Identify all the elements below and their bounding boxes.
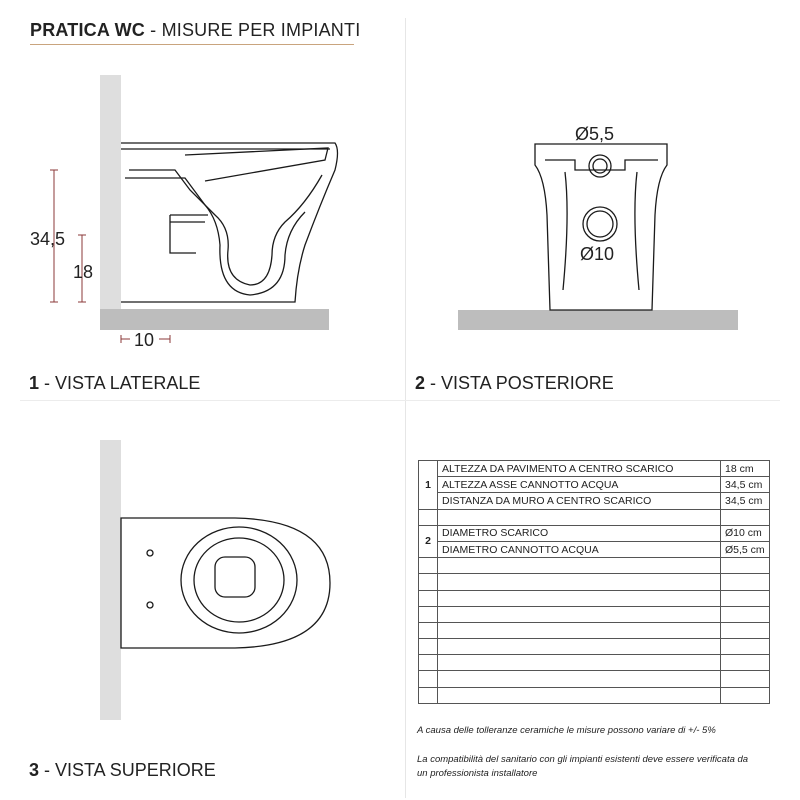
table-row — [419, 509, 770, 525]
spec-description: DISTANZA DA MURO A CENTRO SCARICO — [438, 493, 721, 509]
group-number — [419, 622, 438, 638]
table-row — [419, 525, 770, 541]
spec-description — [438, 639, 721, 655]
table-row — [419, 477, 770, 493]
spec-value — [721, 509, 770, 525]
spec-value — [721, 671, 770, 687]
group-number: 1 — [419, 461, 438, 510]
table-row — [419, 590, 770, 606]
group-number — [419, 606, 438, 622]
spec-description — [438, 558, 721, 574]
table-row — [419, 671, 770, 687]
table-row — [419, 655, 770, 671]
spec-description: ALTEZZA ASSE CANNOTTO ACQUA — [438, 477, 721, 493]
spec-description — [438, 509, 721, 525]
wall-top — [100, 440, 121, 720]
spec-value — [721, 590, 770, 606]
spec-value: 34,5 cm — [721, 477, 770, 493]
caption-rear-view: 2 - VISTA POSTERIORE — [415, 373, 614, 393]
spec-description: DIAMETRO CANNOTTO ACQUA — [438, 541, 721, 557]
table-row — [419, 606, 770, 622]
spec-value — [721, 639, 770, 655]
table-row — [419, 687, 770, 703]
spec-table — [418, 460, 770, 704]
table-row — [419, 558, 770, 574]
dim-drain-diameter: Ø10 — [580, 244, 615, 264]
spec-value: 34,5 cm — [721, 493, 770, 509]
group-number — [419, 639, 438, 655]
group-number — [419, 671, 438, 687]
caption-side-view: 1 - VISTA LATERALE — [29, 373, 201, 393]
spec-description — [438, 606, 721, 622]
group-number — [419, 558, 438, 574]
compatibility-note-line1: La compatibilità del sanitario con gli impianti esistenti deve essere verificata da — [417, 754, 749, 765]
dim-height-drain: 18 — [73, 262, 94, 282]
spec-value — [721, 558, 770, 574]
table-row — [419, 622, 770, 638]
table-row — [419, 574, 770, 590]
spec-value — [721, 606, 770, 622]
table-row — [419, 461, 770, 477]
title-subtitle: - MISURE PER IMPIANTI — [144, 20, 361, 40]
table-row — [419, 493, 770, 509]
toilet-top-outline — [121, 518, 330, 648]
spec-description — [438, 671, 721, 687]
spec-description: DIAMETRO SCARICO — [438, 525, 721, 541]
spec-description: ALTEZZA DA PAVIMENTO A CENTRO SCARICO — [438, 461, 721, 477]
spec-description — [438, 574, 721, 590]
spec-value: Ø10 cm — [721, 525, 770, 541]
spec-value: 18 cm — [721, 461, 770, 477]
spec-description — [438, 590, 721, 606]
caption-top-view: 3 - VISTA SUPERIORE — [29, 760, 216, 780]
dim-wall-distance: 10 — [134, 330, 155, 350]
spec-description — [438, 622, 721, 638]
table-row — [419, 541, 770, 557]
group-number — [419, 590, 438, 606]
spec-value: Ø5,5 cm — [721, 541, 770, 557]
product-name: PRATICA WC — [30, 20, 145, 40]
compatibility-note-line2: un professionista installatore — [417, 768, 538, 779]
group-number — [419, 687, 438, 703]
group-number — [419, 574, 438, 590]
group-number — [419, 509, 438, 525]
spec-value — [721, 622, 770, 638]
tolerance-note: A causa delle tolleranze ceramiche le misure possono variare di +/- 5% — [417, 725, 716, 736]
spec-description — [438, 687, 721, 703]
spec-value — [721, 655, 770, 671]
spec-value — [721, 574, 770, 590]
dim-water-inlet: Ø5,5 — [575, 124, 615, 144]
group-number: 2 — [419, 525, 438, 557]
spec-description — [438, 655, 721, 671]
dim-height-total: 34,5 — [30, 229, 66, 249]
group-number — [419, 655, 438, 671]
table-row — [419, 639, 770, 655]
spec-value — [721, 687, 770, 703]
